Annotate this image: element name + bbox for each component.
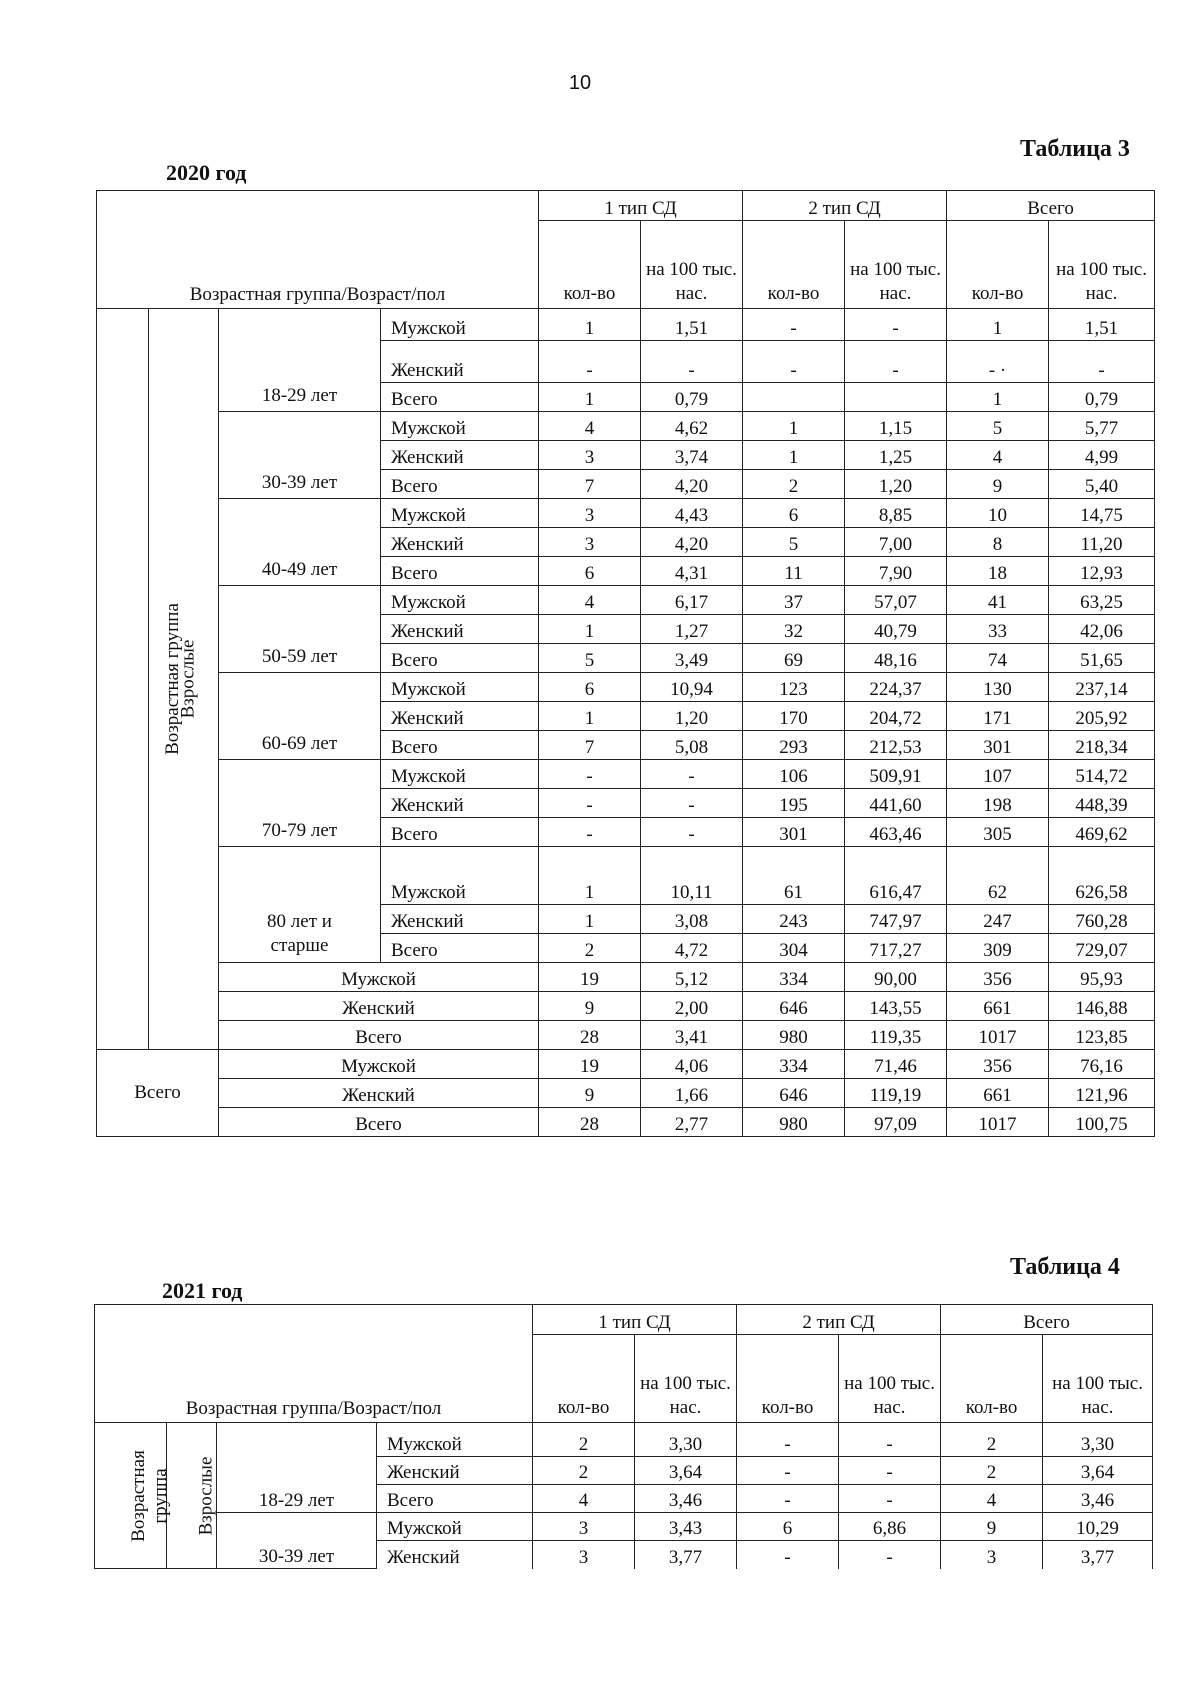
value-cell: 106 <box>743 760 845 789</box>
value-cell: 2 <box>743 470 845 499</box>
sex-cell: Всего <box>381 557 539 586</box>
value-cell: 123 <box>743 673 845 702</box>
value-cell: - <box>539 341 641 383</box>
value-cell: 40,79 <box>845 615 947 644</box>
header-group-label: Возрастная группа/Возраст/пол <box>95 1305 533 1423</box>
value-cell: 247 <box>947 905 1049 934</box>
value-cell: 1 <box>743 441 845 470</box>
value-cell: 5,77 <box>1049 412 1155 441</box>
adults-total-sex: Женский <box>219 992 539 1021</box>
value-cell: 661 <box>947 992 1049 1021</box>
value-cell: 646 <box>743 992 845 1021</box>
value-cell: - <box>641 789 743 818</box>
sex-cell: Женский <box>381 905 539 934</box>
value-cell: 100,75 <box>1049 1108 1155 1137</box>
value-cell: 5 <box>743 528 845 557</box>
value-cell: 4,20 <box>641 528 743 557</box>
page-number: 10 <box>568 72 592 94</box>
vertical-label-group-text: Возрастная группа <box>161 603 183 755</box>
value-cell: 218,34 <box>1049 731 1155 760</box>
value-cell: 3,46 <box>635 1485 737 1513</box>
value-cell: 0,79 <box>641 383 743 412</box>
value-cell: 463,46 <box>845 818 947 847</box>
value-cell: 1,15 <box>845 412 947 441</box>
value-cell: 237,14 <box>1049 673 1155 702</box>
value-cell: 2 <box>941 1457 1043 1485</box>
value-cell: 0,79 <box>1049 383 1155 412</box>
value-cell: 9 <box>941 1513 1043 1541</box>
value-cell: 8 <box>947 528 1049 557</box>
header-type2: 2 тип СД <box>743 191 947 221</box>
sex-cell: Мужской <box>377 1423 533 1457</box>
value-cell: 980 <box>743 1108 845 1137</box>
sex-cell: Всего <box>381 934 539 963</box>
value-cell: 4 <box>941 1485 1043 1513</box>
header-count: кол-во <box>533 1335 635 1423</box>
value-cell: 626,58 <box>1049 847 1155 905</box>
value-cell: 661 <box>947 1079 1049 1108</box>
value-cell: 95,93 <box>1049 963 1155 992</box>
age-group-cell: 40-49 лет <box>219 499 381 586</box>
vertical-label-adults <box>149 309 219 1050</box>
value-cell: 107 <box>947 760 1049 789</box>
value-cell: 97,09 <box>845 1108 947 1137</box>
value-cell: - <box>839 1457 941 1485</box>
value-cell: - <box>839 1541 941 1569</box>
value-cell: 729,07 <box>1049 934 1155 963</box>
value-cell: 3,30 <box>1043 1423 1153 1457</box>
value-cell: 356 <box>947 963 1049 992</box>
value-cell: 4,06 <box>641 1050 743 1079</box>
value-cell: 4,20 <box>641 470 743 499</box>
value-cell: 146,88 <box>1049 992 1155 1021</box>
value-cell: 7 <box>539 731 641 760</box>
value-cell: 3,43 <box>635 1513 737 1541</box>
sex-cell: Всего <box>381 731 539 760</box>
sex-cell: Женский <box>381 789 539 818</box>
value-cell: 7,90 <box>845 557 947 586</box>
adults-total-sex: Всего <box>219 1021 539 1050</box>
value-cell: 63,25 <box>1049 586 1155 615</box>
sex-cell: Мужской <box>381 499 539 528</box>
age-group-cell: 60-69 лет <box>219 673 381 760</box>
value-cell: 170 <box>743 702 845 731</box>
value-cell: 212,53 <box>845 731 947 760</box>
value-cell: 1 <box>539 847 641 905</box>
value-cell: 2 <box>533 1423 635 1457</box>
header-count: кол-во <box>941 1335 1043 1423</box>
value-cell: 3 <box>533 1541 635 1569</box>
value-cell: 356 <box>947 1050 1049 1079</box>
value-cell: 2 <box>941 1423 1043 1457</box>
age-group-cell: 70-79 лет <box>219 760 381 847</box>
age-group-cell: 50-59 лет <box>219 586 381 673</box>
value-cell: 10,29 <box>1043 1513 1153 1541</box>
value-cell: 90,00 <box>845 963 947 992</box>
header-per100k: на 100 тыс. нас. <box>845 221 947 309</box>
value-cell: 69 <box>743 644 845 673</box>
value-cell: 301 <box>743 818 845 847</box>
value-cell: 1,51 <box>641 309 743 341</box>
value-cell: 7 <box>539 470 641 499</box>
value-cell: 469,62 <box>1049 818 1155 847</box>
age-group-cell: 18-29 лет <box>217 1423 377 1513</box>
value-cell: 441,60 <box>845 789 947 818</box>
vertical-label-group-text: Возрастная группа <box>128 1449 171 1542</box>
value-cell: 3,46 <box>1043 1485 1153 1513</box>
sex-cell: Мужской <box>381 847 539 905</box>
value-cell: 6,17 <box>641 586 743 615</box>
sex-cell: Женский <box>377 1457 533 1485</box>
value-cell: 14,75 <box>1049 499 1155 528</box>
header-total: Всего <box>941 1305 1153 1335</box>
value-cell: 11,20 <box>1049 528 1155 557</box>
value-cell: 305 <box>947 818 1049 847</box>
value-cell: 4,31 <box>641 557 743 586</box>
value-cell: 2 <box>539 934 641 963</box>
value-cell: 198 <box>947 789 1049 818</box>
header-count: кол-во <box>947 221 1049 309</box>
value-cell: 3,74 <box>641 441 743 470</box>
sex-cell: Мужской <box>381 412 539 441</box>
value-cell: 1 <box>539 309 641 341</box>
grand-total-sex: Женский <box>219 1079 539 1108</box>
value-cell: 76,16 <box>1049 1050 1155 1079</box>
value-cell: 309 <box>947 934 1049 963</box>
value-cell: - <box>845 309 947 341</box>
value-cell: 12,93 <box>1049 557 1155 586</box>
value-cell: 205,92 <box>1049 702 1155 731</box>
value-cell: - · <box>947 341 1049 383</box>
value-cell: 3,30 <box>635 1423 737 1457</box>
header-type1: 1 тип СД <box>533 1305 737 1335</box>
value-cell: 2 <box>533 1457 635 1485</box>
table4 <box>94 1304 1153 1569</box>
value-cell: 4 <box>539 412 641 441</box>
value-cell: - <box>839 1423 941 1457</box>
value-cell: 301 <box>947 731 1049 760</box>
value-cell: 171 <box>947 702 1049 731</box>
header-per100k: на 100 тыс. нас. <box>839 1335 941 1423</box>
value-cell: 9 <box>539 992 641 1021</box>
value-cell: 4,62 <box>641 412 743 441</box>
value-cell: 1,25 <box>845 441 947 470</box>
value-cell: 1017 <box>947 1021 1049 1050</box>
value-cell: 10,11 <box>641 847 743 905</box>
value-cell: 6 <box>539 557 641 586</box>
value-cell: 130 <box>947 673 1049 702</box>
value-cell: 747,97 <box>845 905 947 934</box>
header-type1: 1 тип СД <box>539 191 743 221</box>
value-cell: 18 <box>947 557 1049 586</box>
value-cell: 42,06 <box>1049 615 1155 644</box>
value-cell: 10,94 <box>641 673 743 702</box>
value-cell: 28 <box>539 1021 641 1050</box>
value-cell: 9 <box>947 470 1049 499</box>
age-group-cell: 80 лет и старше <box>219 847 381 963</box>
value-cell: 304 <box>743 934 845 963</box>
value-cell: 32 <box>743 615 845 644</box>
value-cell: 224,37 <box>845 673 947 702</box>
value-cell: 1 <box>539 702 641 731</box>
sex-cell: Мужской <box>381 673 539 702</box>
sex-cell: Женский <box>381 702 539 731</box>
value-cell: 121,96 <box>1049 1079 1155 1108</box>
value-cell: 204,72 <box>845 702 947 731</box>
sex-cell: Мужской <box>381 309 539 341</box>
value-cell: 4,72 <box>641 934 743 963</box>
table3-title: Таблица 3 <box>1020 136 1130 162</box>
value-cell: 3,08 <box>641 905 743 934</box>
value-cell: 1,20 <box>641 702 743 731</box>
value-cell: 61 <box>743 847 845 905</box>
value-cell: 334 <box>743 963 845 992</box>
sex-cell: Всего <box>381 818 539 847</box>
table4-year: 2021 год <box>162 1278 243 1303</box>
sex-cell: Мужской <box>381 586 539 615</box>
header-group-label: Возрастная группа/Возраст/пол <box>97 191 539 309</box>
header-per100k: на 100 тыс. нас. <box>1043 1335 1153 1423</box>
age-group-cell: 30-39 лет <box>219 412 381 499</box>
header-per100k: на 100 тыс. нас. <box>635 1335 737 1423</box>
header-per100k: на 100 тыс. нас. <box>641 221 743 309</box>
value-cell: 123,85 <box>1049 1021 1155 1050</box>
sex-cell: Мужской <box>381 760 539 789</box>
value-cell: 1,66 <box>641 1079 743 1108</box>
sex-cell: Женский <box>381 615 539 644</box>
table4-title: Таблица 4 <box>1010 1254 1120 1280</box>
value-cell: 293 <box>743 731 845 760</box>
value-cell: 1 <box>947 309 1049 341</box>
sex-cell: Женский <box>381 341 539 383</box>
value-cell: - <box>539 760 641 789</box>
value-cell: 3 <box>539 528 641 557</box>
value-cell: - <box>737 1541 839 1569</box>
header-count: кол-во <box>737 1335 839 1423</box>
value-cell: 3,77 <box>635 1541 737 1569</box>
sex-cell: Мужской <box>377 1513 533 1541</box>
grand-total-label: Всего <box>97 1050 219 1137</box>
value-cell: 717,27 <box>845 934 947 963</box>
value-cell: 243 <box>743 905 845 934</box>
value-cell: - <box>737 1423 839 1457</box>
value-cell: 62 <box>947 847 1049 905</box>
value-cell: 616,47 <box>845 847 947 905</box>
value-cell <box>845 383 947 412</box>
value-cell: 51,65 <box>1049 644 1155 673</box>
value-cell: 3 <box>539 499 641 528</box>
value-cell: 6 <box>539 673 641 702</box>
value-cell: 7,00 <box>845 528 947 557</box>
value-cell: - <box>1049 341 1155 383</box>
value-cell: - <box>641 818 743 847</box>
value-cell: 3 <box>539 441 641 470</box>
sex-cell: Всего <box>377 1485 533 1513</box>
value-cell: 1 <box>947 383 1049 412</box>
value-cell: 4 <box>539 586 641 615</box>
value-cell: 3,41 <box>641 1021 743 1050</box>
sex-cell: Женский <box>381 441 539 470</box>
value-cell: 74 <box>947 644 1049 673</box>
value-cell: - <box>641 341 743 383</box>
value-cell: 119,35 <box>845 1021 947 1050</box>
sex-cell: Всего <box>381 644 539 673</box>
value-cell: 509,91 <box>845 760 947 789</box>
age-group-cell: 18-29 лет <box>219 309 381 412</box>
value-cell: - <box>737 1457 839 1485</box>
value-cell: - <box>845 341 947 383</box>
value-cell: 119,19 <box>845 1079 947 1108</box>
value-cell: 448,39 <box>1049 789 1155 818</box>
vertical-label-adults-text: Взрослые <box>195 1456 217 1535</box>
value-cell: - <box>539 789 641 818</box>
value-cell: 195 <box>743 789 845 818</box>
vertical-label-group <box>95 1423 171 1569</box>
age-group-cell: 30-39 лет <box>217 1513 377 1569</box>
value-cell: 5,08 <box>641 731 743 760</box>
vertical-label-adults <box>167 1423 217 1569</box>
sex-cell: Всего <box>381 383 539 412</box>
header-count: кол-во <box>539 221 641 309</box>
header-per100k: на 100 тыс. нас. <box>1049 221 1155 309</box>
value-cell: 41 <box>947 586 1049 615</box>
value-cell: 19 <box>539 963 641 992</box>
adults-total-sex: Мужской <box>219 963 539 992</box>
value-cell: 2,00 <box>641 992 743 1021</box>
header-count: кол-во <box>743 221 845 309</box>
value-cell: 1,20 <box>845 470 947 499</box>
vertical-label-group <box>97 309 183 1050</box>
table3-year: 2020 год <box>166 160 247 185</box>
value-cell: 980 <box>743 1021 845 1050</box>
value-cell: 143,55 <box>845 992 947 1021</box>
value-cell: 2,77 <box>641 1108 743 1137</box>
value-cell: 8,85 <box>845 499 947 528</box>
sex-cell: Женский <box>377 1541 533 1569</box>
value-cell: - <box>737 1485 839 1513</box>
value-cell: 1 <box>743 412 845 441</box>
value-cell: 4 <box>533 1485 635 1513</box>
value-cell: - <box>743 341 845 383</box>
value-cell: 9 <box>539 1079 641 1108</box>
value-cell: 48,16 <box>845 644 947 673</box>
header-type2: 2 тип СД <box>737 1305 941 1335</box>
value-cell: 514,72 <box>1049 760 1155 789</box>
value-cell: 28 <box>539 1108 641 1137</box>
value-cell: 19 <box>539 1050 641 1079</box>
vertical-label-adults-text: Взрослые <box>177 639 199 719</box>
value-cell <box>743 383 845 412</box>
value-cell: 4,99 <box>1049 441 1155 470</box>
value-cell: 1 <box>539 615 641 644</box>
grand-total-sex: Мужской <box>219 1050 539 1079</box>
value-cell: 6 <box>737 1513 839 1541</box>
value-cell: 3,77 <box>1043 1541 1153 1569</box>
value-cell: 4,43 <box>641 499 743 528</box>
value-cell: 3,49 <box>641 644 743 673</box>
value-cell: 5 <box>947 412 1049 441</box>
header-total: Всего <box>947 191 1155 221</box>
value-cell: 646 <box>743 1079 845 1108</box>
sex-cell: Всего <box>381 470 539 499</box>
value-cell: 1,27 <box>641 615 743 644</box>
value-cell: - <box>641 760 743 789</box>
value-cell: 6 <box>743 499 845 528</box>
value-cell: 71,46 <box>845 1050 947 1079</box>
value-cell: 4 <box>947 441 1049 470</box>
value-cell: 6,86 <box>839 1513 941 1541</box>
value-cell: - <box>539 818 641 847</box>
value-cell: 1 <box>539 383 641 412</box>
value-cell: 11 <box>743 557 845 586</box>
value-cell: 10 <box>947 499 1049 528</box>
sex-cell: Женский <box>381 528 539 557</box>
value-cell: 1017 <box>947 1108 1049 1137</box>
value-cell: 5,12 <box>641 963 743 992</box>
value-cell: 5,40 <box>1049 470 1155 499</box>
value-cell: 5 <box>539 644 641 673</box>
value-cell: 3 <box>533 1513 635 1541</box>
value-cell: 1,51 <box>1049 309 1155 341</box>
value-cell: 1 <box>539 905 641 934</box>
value-cell: 3,64 <box>635 1457 737 1485</box>
grand-total-sex: Всего <box>219 1108 539 1137</box>
value-cell: - <box>743 309 845 341</box>
value-cell: 57,07 <box>845 586 947 615</box>
value-cell: 33 <box>947 615 1049 644</box>
value-cell: 3,64 <box>1043 1457 1153 1485</box>
value-cell: 760,28 <box>1049 905 1155 934</box>
table3 <box>96 190 1155 1137</box>
value-cell: - <box>839 1485 941 1513</box>
value-cell: 334 <box>743 1050 845 1079</box>
value-cell: 37 <box>743 586 845 615</box>
value-cell: 3 <box>941 1541 1043 1569</box>
